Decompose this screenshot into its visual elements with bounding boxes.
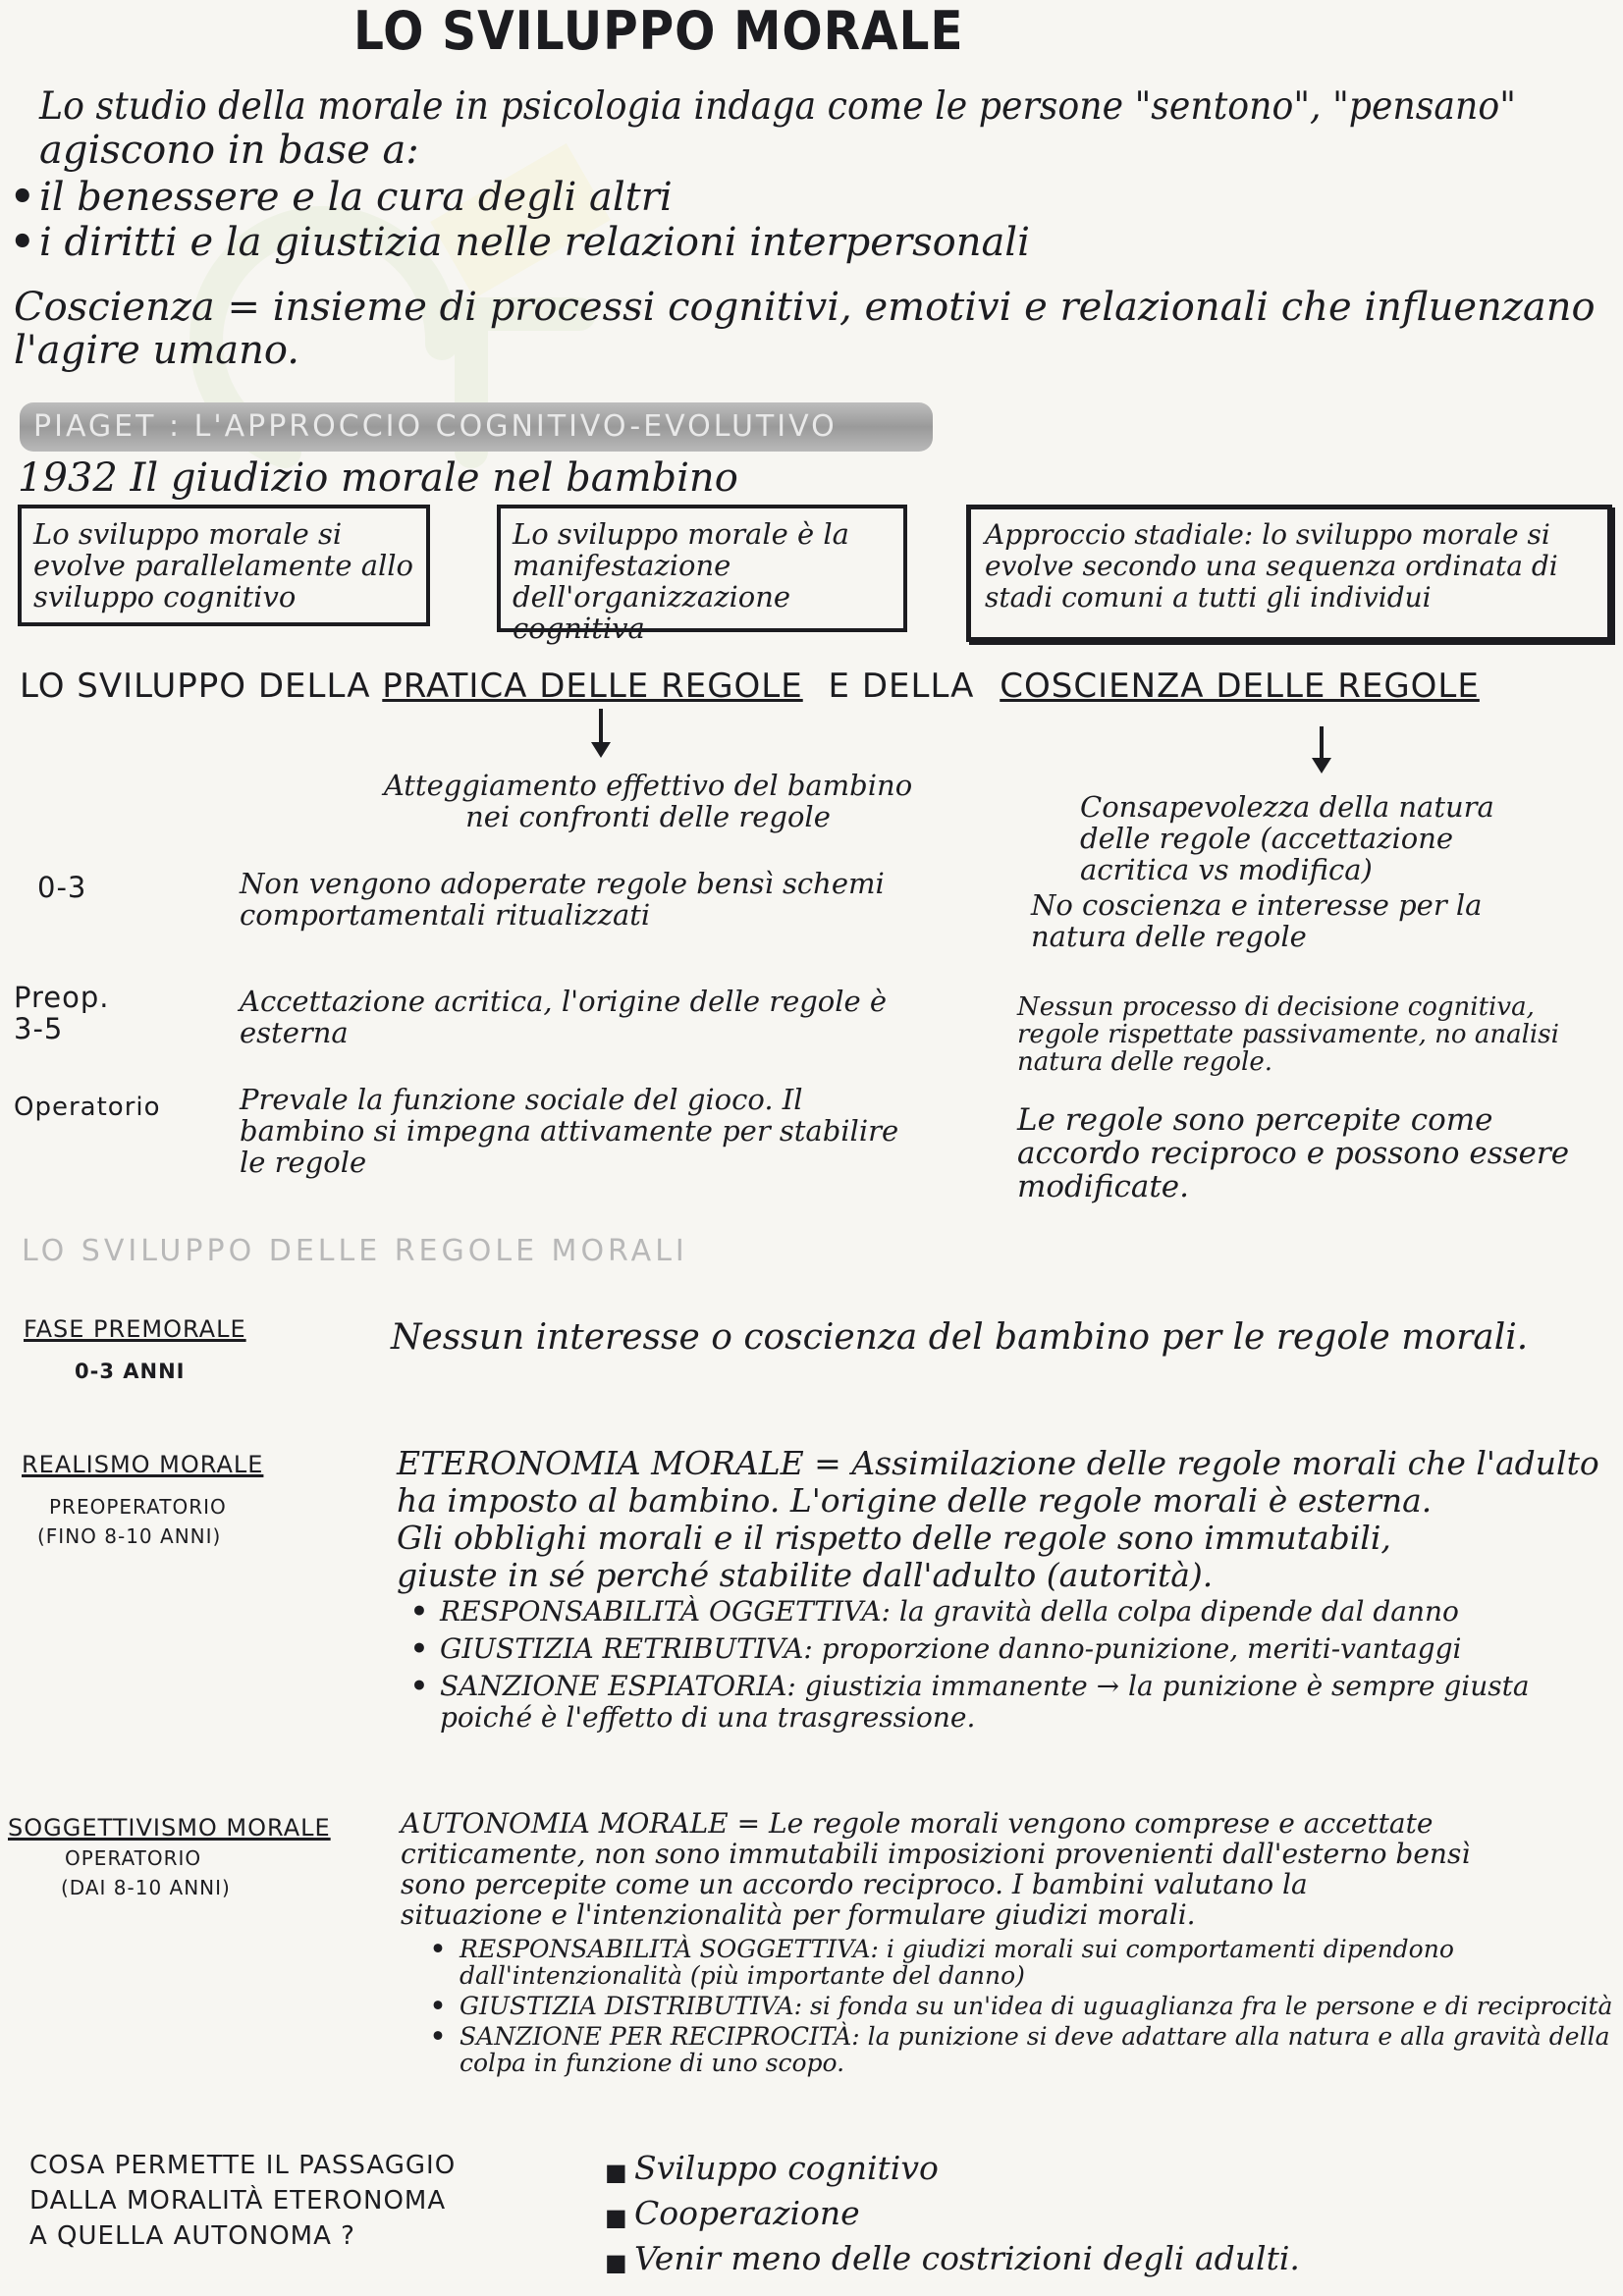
rules-heading-prefix: LO SVILUPPO DELLA [20, 667, 371, 706]
piaget-box-stadial: Approccio stadiale: lo sviluppo morale si evolve secondo una sequenza ordinata di stadi comuni a tutti gli individui [966, 505, 1612, 642]
conscience-cell: Nessun processo di decisione cognitiva, regole rispettate passivamente, no analisi natura delle regole. [1017, 992, 1559, 1077]
page-title: LO SVILUPPO MORALE [353, 0, 964, 62]
answer-item: ■ Cooperazione [601, 2191, 1583, 2236]
stage-label: Preop. 3-5 [14, 981, 110, 1045]
stage-bullet: • RESPONSABILITÀ SOGGETTIVA: i giudizi morali sui comportamenti dipendono dall'intenzionalità (più importante del danno) [426, 1936, 1614, 1989]
stage-bullet: • SANZIONE ESPIATORIA: giustizia immanente → la punizione è sempre giusta poiché è l'effetto di una trasgressione. [406, 1671, 1614, 1734]
arrow-practice [599, 709, 603, 744]
piaget-banner: PIAGET : L'APPROCCIO COGNITIVO-EVOLUTIVO [20, 402, 933, 452]
stage-text-line: Gli obblighi morali e il rispetto delle regole sono immutabili, [397, 1519, 1391, 1557]
rules-heading [20, 667, 1480, 705]
conscience-definition [1080, 791, 1610, 885]
stage-sub: OPERATORIO [65, 1846, 202, 1870]
question-line: COSA PERMETTE IL PASSAGGIO [29, 2151, 457, 2180]
practice-cell: Accettazione acritica, l'origine delle regole è esterna [240, 985, 888, 1049]
stage-text-line: giuste in sé perché stabilite dall'adulto (autorità). [397, 1556, 1214, 1594]
stage-bullets [426, 1936, 1614, 2076]
stage-text [397, 1445, 1614, 1594]
coscienza-definition-2: l'agire umano. [14, 328, 299, 373]
piaget-box-parallel: Lo sviluppo morale si evolve parallelamente allo sviluppo cognitivo [18, 505, 430, 626]
conscience-cell: No coscienza e interesse per la natura delle regole [1031, 888, 1483, 953]
answer-item: ■ Sviluppo cognitivo [601, 2146, 1583, 2191]
rules-heading-conscience: COSCIENZA DELLE REGOLE [1000, 667, 1480, 706]
stage-bullet: • GIUSTIZIA RETRIBUTIVA: proporzione danno-punizione, meriti-vantaggi [406, 1633, 1614, 1665]
stage-sub: 0-3 ANNI [75, 1360, 186, 1383]
conscience-definition-line: Consapevolezza della natura [1080, 790, 1494, 824]
stage-sub: (FINO 8-10 ANNI) [37, 1524, 222, 1548]
stage-text-line: criticamente, non sono immutabili imposizioni provenienti dall'esterno bensì [401, 1838, 1471, 1870]
practice-cell: Non vengono adoperate regole bensì schemi comportamentali ritualizzati [240, 867, 885, 932]
practice-cell: Prevale la funzione sociale del gioco. Il bambino si impegna attivamente per stabilire le regole [240, 1083, 899, 1179]
stage-name: REALISMO MORALE [22, 1451, 264, 1478]
rules-heading-practice: PRATICA DELLE REGOLE [382, 667, 803, 706]
intro-bullets [6, 175, 1479, 265]
stage-text-line: AUTONOMIA MORALE = Le regole morali vengono comprese e accettate [401, 1807, 1434, 1840]
moral-rules-heading: LO SVILUPPO DELLE REGOLE MORALI [22, 1234, 688, 1268]
piaget-year-line: 1932 Il giudizio morale nel bambino [18, 455, 738, 501]
stage-bullet: • SANZIONE PER RECIPROCITÀ: la punizione si deve adattare alla natura e alla gravità della colpa in funzione di uno scopo. [426, 2023, 1614, 2076]
stage-text-line: ha imposto al bambino. L'origine delle regole morali è esterna. [397, 1481, 1433, 1520]
stage-text-line: ETERONOMIA MORALE = Assimilazione delle regole morali che l'adulto [397, 1444, 1599, 1482]
practice-definition [334, 770, 962, 832]
question-line: A QUELLA AUTONOMA ? [29, 2221, 355, 2251]
stage-sub: PREOPERATORIO [49, 1495, 227, 1519]
stage-label: Operatorio [14, 1093, 161, 1122]
stage-sub: (DAI 8-10 ANNI) [61, 1876, 231, 1899]
stage-bullet: • GIUSTIZIA DISTRIBUTIVA: si fonda su un'idea di uguaglianza fra le persone e di reciprocità [426, 1993, 1614, 2019]
stage-text-line: situazione e l'intenzionalità per formulare giudizi morali. [401, 1898, 1196, 1931]
coscienza-definition-1: Coscienza = insieme di processi cognitivi, emotivi e relazionali che influenzano [14, 285, 1596, 330]
rules-heading-mid: E DELLA [828, 667, 975, 706]
conscience-definition-line: acritica vs modifica) [1080, 853, 1373, 886]
conscience-definition-line: delle regole (accettazione [1080, 822, 1454, 855]
stage-text [401, 1808, 1614, 1930]
stage-text-line: sono percepite come un accordo reciproco. I bambini valutano la [401, 1868, 1308, 1900]
stage-bullets [406, 1596, 1614, 1734]
practice-definition-line: nei confronti delle regole [465, 800, 831, 833]
piaget-box-manifestation: Lo sviluppo morale è la manifestazione dell'organizzazione cognitiva [497, 505, 907, 632]
intro-bullet: • i diritti e la giustizia nelle relazioni interpersonali [6, 220, 1479, 265]
question-line: DALLA MORALITÀ ETERONOMA [29, 2186, 447, 2216]
conscience-cell: Le regole sono percepite come accordo reciproco e possono essere modificate. [1017, 1102, 1570, 1204]
arrow-conscience [1320, 726, 1324, 760]
intro-bullet: • il benessere e la cura degli altri [6, 175, 1479, 220]
passage-question [29, 2148, 456, 2254]
answer-item: ■ Venir meno delle costrizioni degli adulti. [601, 2236, 1583, 2281]
stage-bullet: • RESPONSABILITÀ OGGETTIVA: la gravità della colpa dipende dal danno [406, 1596, 1614, 1628]
stage-label: 0-3 [37, 871, 87, 904]
passage-answers [601, 2146, 1583, 2281]
stage-text-line: Nessun interesse o coscienza del bambino per le regole morali. [391, 1317, 1529, 1358]
intro-line-2: agiscono in base a: [39, 128, 419, 173]
practice-definition-line: Atteggiamento effettivo del bambino [383, 769, 913, 802]
stage-name: FASE PREMORALE [24, 1315, 246, 1343]
stage-name: SOGGETTIVISMO MORALE [8, 1814, 331, 1842]
intro-line-1: Lo studio della morale in psicologia indaga come le persone "sentono", "pensano" [39, 84, 1516, 129]
